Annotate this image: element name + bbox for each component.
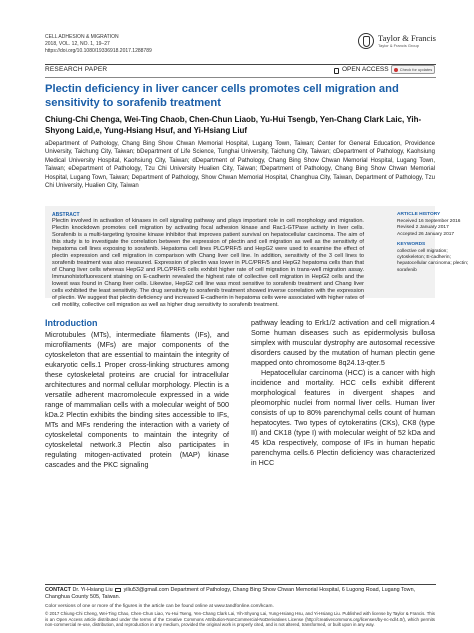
article-type: RESEARCH PAPER <box>45 66 108 73</box>
keywords <box>397 242 473 274</box>
introduction-paragraph: Hepatocellular carcinoma (HCC) is a cancer with high incidence and mortality. HCC cells exhibit different morphological features in divergent shapes and pleomorphic nuclei from normal liver cells. Human liver consists of up to 80% parenchymal cells count of human hepatocytes. Two types of cytokeratins (CKs), CK8 (type II) and CK18 (type I) with molecular weight of 52 kDa and 45 kDa respectively, compose of IFs in human hepatic parenchyma cells.6 Plectin deficiency was characterized in HCC <box>251 368 435 467</box>
journal-doi-link[interactable]: https://doi.org/10.1080/19336918.2017.1288789 <box>45 48 152 54</box>
mid-divider <box>45 77 436 78</box>
keywords-label: KEYWORDS <box>397 241 426 247</box>
abstract-label: ABSTRACT <box>52 212 80 218</box>
article-history-label: ARTICLE HISTORY <box>397 212 441 217</box>
open-access-badge <box>334 66 389 73</box>
contact-address: Department of Pathology, Chang Bing Show Chwan Memorial Hospital, 6 Lugong Road, Lugang Town, Changhua County 505, Taiwan. <box>45 587 416 600</box>
contact-name: Dr. Yi-Hsiang Liu <box>72 587 113 593</box>
contact-label: CONTACT <box>45 587 71 593</box>
taylor-francis-logo-icon <box>358 33 374 49</box>
open-access-label: OPEN ACCESS <box>342 66 389 73</box>
introduction-right-column <box>251 318 435 468</box>
abstract-text: Plectin involved in activation of kinases in cell signaling pathway and plays important role in cell morphology and migration. Plectin knockdown promotes cell migration by activating focal adhesion kinase and Rac1-GTPase activity in liver cells. Sorafenib is a multi-targeting tyrosine kinase inhibitor that improves patient survival on hepatocellular carcinoma. The aim of this study is to investigate the correlation between the expression of plectin and cell migration as well as the sensitivity of hepatoma cell lines exposing to sorafenib. Hepatoma cell lines PLC/PRF/5 and HepG2 were used to examine the effect of plectin expression and cell migration in comparison with Chang liver cell line. In addition, sensitivity of the 3 cell lines to sorafenib treatment was also measured. Expression of plectin was lower in PLC/PRF/5 and HepG2 hepatoma cells than that of Chang liver cells whereas HepG2 and PLC/PRF/5 cells exhibit higher rate of cell migration in trans-well migration assay. Immunohistofluorescent staining on E-cadherin revealed the highest rate of collective cell migration in HepG2 cells and the lowest was found in Chang liver cells. Likewise, HepG2 cell line was most sensitive to sorafenib treatment and Chang liver cells exhibited the least sensitivity. The drug sensitivity to sorafenib treatment showed inverse correlation with the expression of plectin. We suggest that plectin deficiency and increased E-cadherin in hepatoma cells were associated with higher rates of cell motility, collective cell migration as well as higher drug sensitivity to sorafenib treatment. <box>52 218 364 308</box>
article-history <box>397 212 473 238</box>
author-list: Chiung-Chi Chenga, Wei-Ting Chaob, Chen-Chun Liaob, Yu-Hui Tsengb, Yen-Chang Clark Laic, Yih-Shyong Laid,e, Yung-Hsiang Hsuf, and Yi-Hsiang Liuf <box>45 115 422 135</box>
introduction-heading: Introduction <box>45 318 98 328</box>
introduction-paragraph: pathway leading to Erk1/2 activation and cell migration.4 Some human diseases such as epidermolysis bullosa simplex with muscular dystrophy are autosomal recessive disorders caused by the mutation of human plectin gene mapped onto chromosome 8q24.13-qter.5 <box>251 318 435 367</box>
journal-name: CELL ADHESION & MIGRATION <box>45 34 119 40</box>
contact-info <box>45 587 435 601</box>
journal-header <box>45 34 152 55</box>
received-date: Received 16 September 2016 <box>397 219 461 225</box>
crossmark-icon <box>394 68 398 72</box>
contact-email-link[interactable]: yiliu53@gmail.com <box>123 587 169 593</box>
article-sidebar <box>397 212 473 278</box>
publisher-name: Taylor & Francis <box>378 33 436 43</box>
affiliation-list: aDepartment of Pathology, Chang Bing Show Chwan Memorial Hospital, Lugang Town, Taiwan; Center for General Education, Providence University, Taichung City, Taiwan; bDepartment of Life Science, Tunghai University, Taichung City, Taiwan; cDepartment of Pathology, Kaohsiung Medical University Hospital, Kaohsiung City, Taiwan; dDepartment of Pathology, Chang Bing Show Chwan Memorial Hospital, Lugang Town, Taiwan; eDepartment of Pathology, Tzu Chi University Hualien City, Taiwan; fDepartment of Pathology, Chang Bing Show Chwan Memorial Hospital, Lugang Town, Taiwan; Department of Pathology, Show Chwan Memorial Hospital, Changhua City, Taiwan, Department of Pathology, Tzu Chi University, Hualien City, Taiwan <box>45 141 435 190</box>
color-version-note: Color versions of one or more of the figures in the article can be found online at www.tandfonline.com/kcam. <box>45 604 274 609</box>
footer-divider <box>45 584 436 585</box>
introduction-left-column: Microtubules (MTs), intermediate filaments (IFs), and microfilaments (MFs) are major components of the cytoskeleton that are essential to maintain the integrity of eukaryotic cells.1 Proper cross-linking structures among these cytoskeletal proteins are crucial for intracellular architectures and normal cellular morphology. Plectin is a versatile adherent macromolecule expressed in a wide range of mammalian cells with a molecular weight of 500 kDa.2 Plectin exhibits the binding sites accessible to IFs, MTs and MFs rendering the interaction with a variety of cytoskeletal components to maintain the integrity of cytoskeletal network.3 Plectin also participates in regulating mitogen-activated protein (MAP) kinase cascades and the PKC signaling <box>45 330 229 469</box>
article-title: Plectin deficiency in liver cancer cells promotes cell migration and sensitivity to sorafenib treatment <box>45 83 399 109</box>
accepted-date: Accepted 26 January 2017 <box>397 231 455 237</box>
keywords-text: collective cell migration; cytoskeleton; E-cadherin; hepatocellular carcinoma; plectin; sorafenib <box>397 249 469 273</box>
check-updates-label: Check for updates <box>399 67 433 72</box>
license-text: © 2017 Chiung-Chi Cheng, Wei-Ting Chao, Chen-Chun Liao, Yu-Hui Tseng, Yen-Chang Clark Lai, Yih-Shyong Lai, Yung-Hsiang Hsu, and Yi-Hsiang Liu. Published with license by Taylor & Francis. This is an Open Access article distributed under the terms of the Creative Commons Attribution-NonCommercial-NoDerivatives License (http://creativecommons.org/licenses/by-nc-nd/4.0/), which permits non-commercial re-use, distribution, and reproduction in any medium, provided the original work is properly cited, and is not altered, transformed, or built upon in any way. <box>45 611 435 628</box>
top-divider <box>45 64 436 65</box>
publisher-subname: Taylor & Francis Group <box>378 43 419 48</box>
mail-icon <box>115 588 121 592</box>
publisher-logo <box>358 33 436 49</box>
revised-date: Revised 2 January 2017 <box>397 225 449 231</box>
journal-volume: 2018, VOL. 12, NO. 1, 19–27 <box>45 41 110 47</box>
check-for-updates-button[interactable] <box>391 65 435 74</box>
abstract-box <box>45 206 469 308</box>
lock-icon <box>334 68 339 74</box>
